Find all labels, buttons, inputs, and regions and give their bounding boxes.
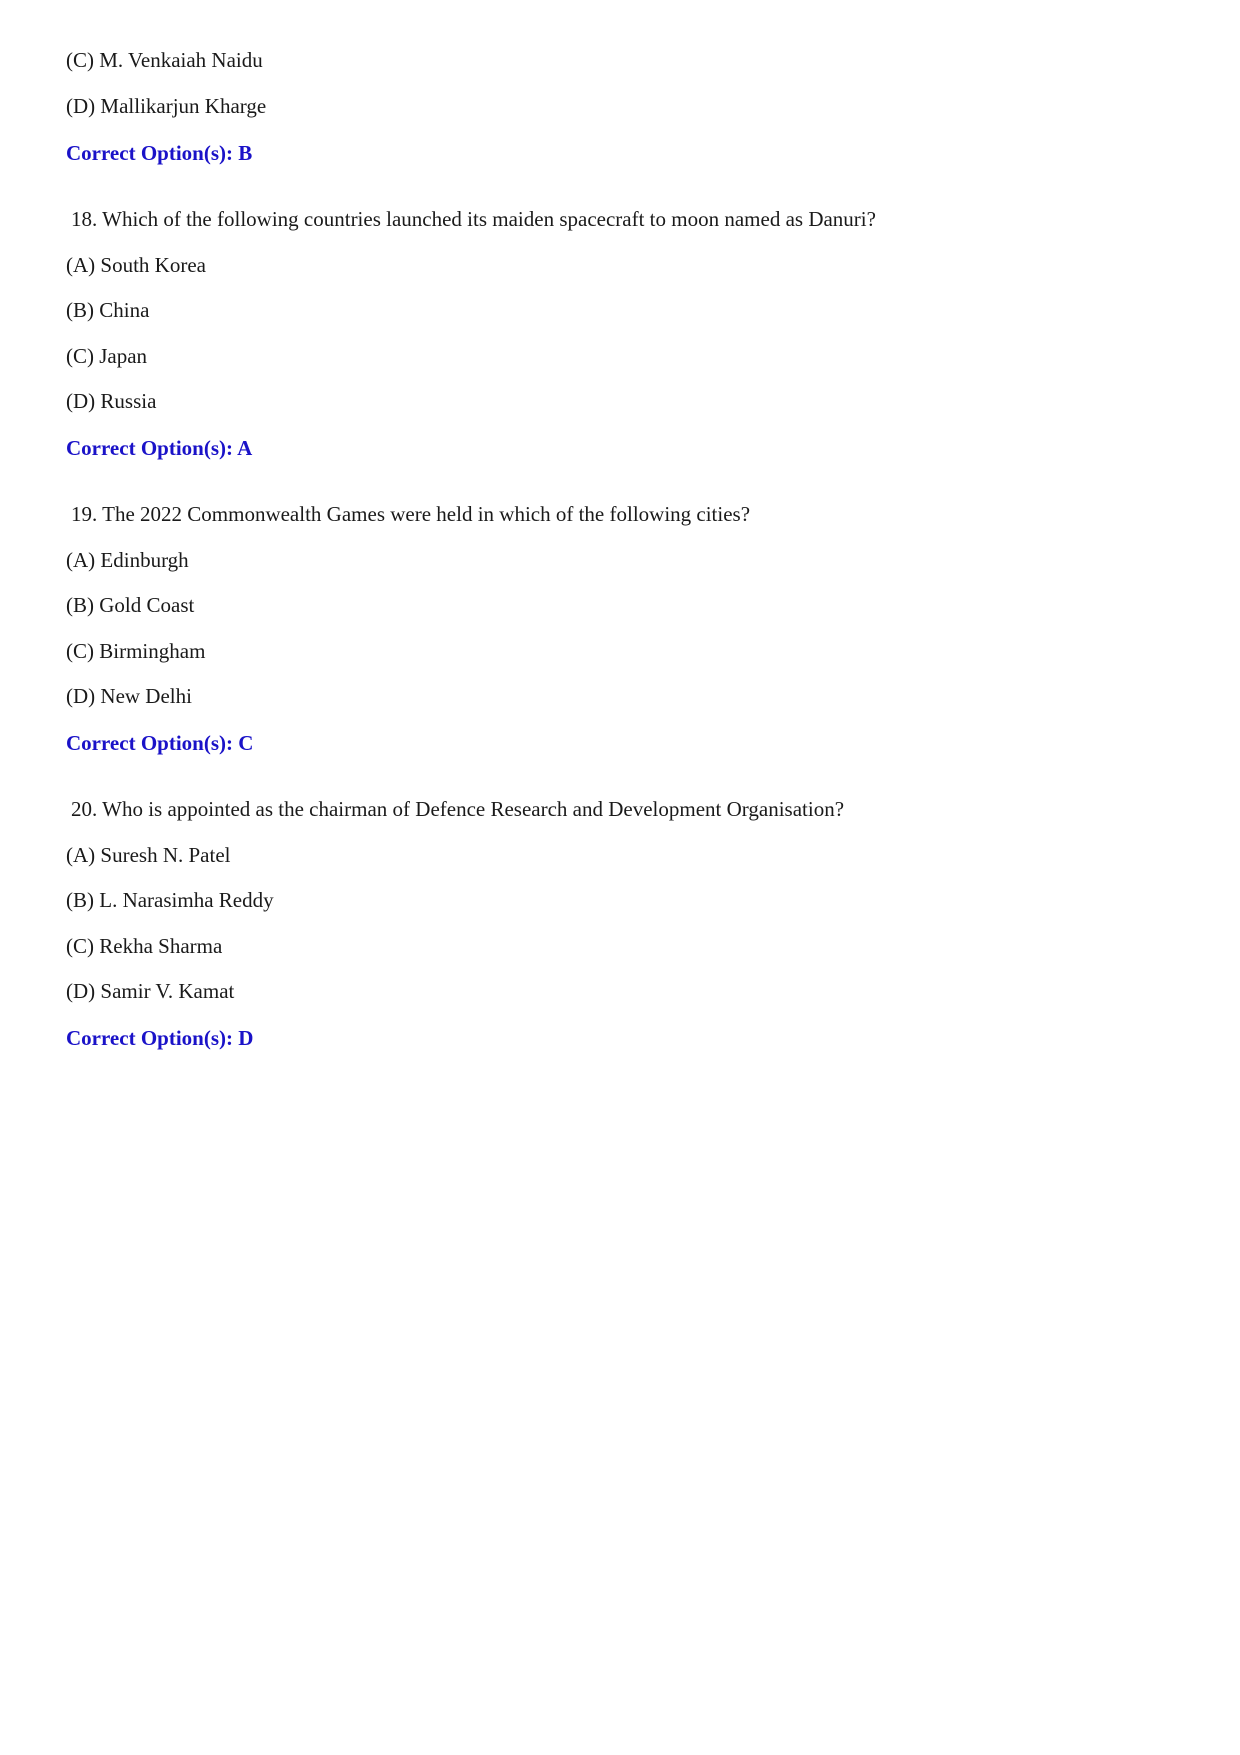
correct-option: Correct Option(s): A [66,436,253,460]
option-b: (B) China [66,298,150,322]
option-d: (D) New Delhi [66,684,192,708]
option-b: (B) Gold Coast [66,593,195,617]
option-c: (C) Birmingham [66,639,206,663]
option-d: (D) Samir V. Kamat [66,979,235,1003]
correct-option: Correct Option(s): C [66,731,254,755]
option-c: (C) Japan [66,344,148,368]
question-text: 20. Who is appointed as the chairman of Defence Research and Development Organisation? [71,797,845,821]
option-a: (A) South Korea [66,253,206,277]
option-d: (D) Mallikarjun Kharge [66,94,267,118]
correct-option: Correct Option(s): B [66,141,253,165]
question-text: 19. The 2022 Commonwealth Games were held in which of the following cities? [71,502,751,526]
question-text: 18. Which of the following countries launched its maiden spacecraft to moon named as Danuri? [71,207,876,231]
option-d: (D) Russia [66,389,157,413]
option-c: (C) Rekha Sharma [66,934,223,958]
option-b: (B) L. Narasimha Reddy [66,888,274,912]
option-a: (A) Suresh N. Patel [66,843,231,867]
option-a: (A) Edinburgh [66,548,189,572]
correct-option: Correct Option(s): D [66,1026,254,1050]
option-c: (C) M. Venkaiah Naidu [66,48,263,72]
